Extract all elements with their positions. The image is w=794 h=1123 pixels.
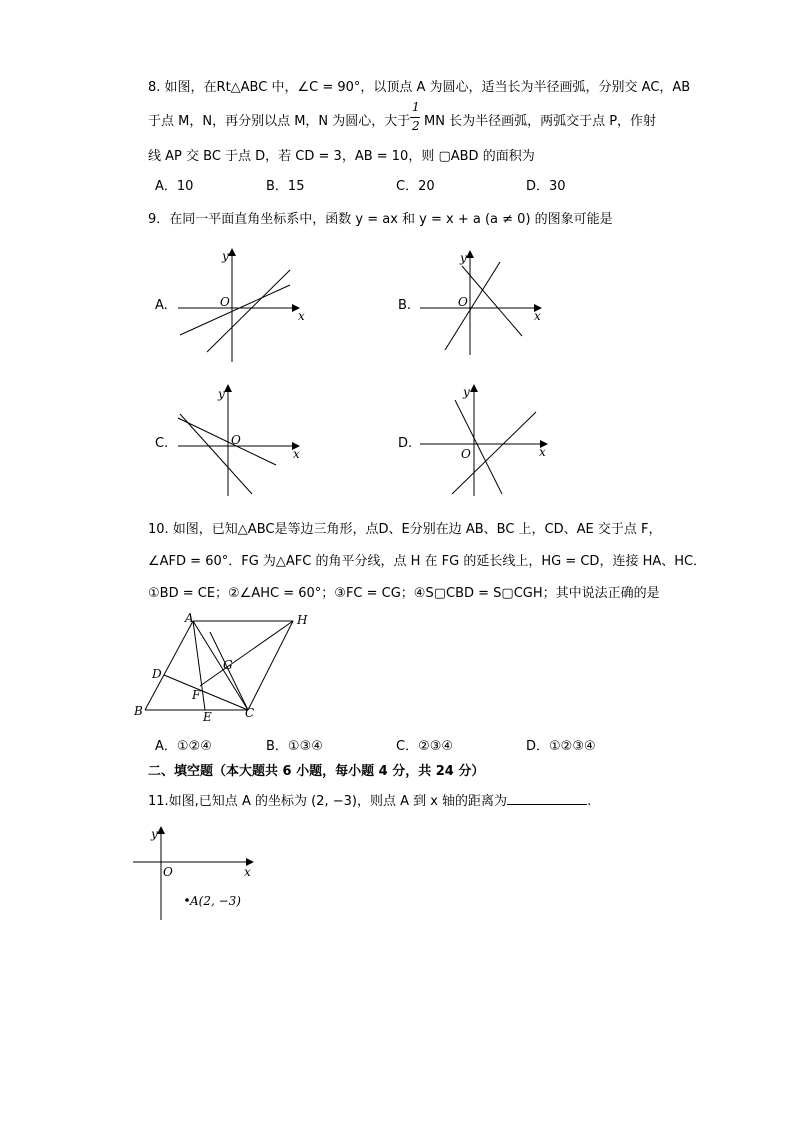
q10-option-b: B．①③④ bbox=[266, 739, 323, 754]
q8-line2-pre: 于点 M，N，再分别以点 M，N 为圆心，大于 bbox=[148, 114, 411, 129]
q10-pt-a: A bbox=[185, 611, 194, 625]
q10-pt-h: H bbox=[297, 613, 308, 627]
q9-label-d: D. bbox=[398, 436, 413, 451]
q8-option-a: A．10 bbox=[155, 179, 194, 194]
x-label-c: x bbox=[293, 447, 300, 461]
q8-option-b: B．15 bbox=[266, 179, 305, 194]
q10-option-d: D．①②③④ bbox=[526, 739, 596, 754]
line-c1 bbox=[178, 418, 276, 465]
q10-figure bbox=[133, 611, 308, 724]
origin-b: O bbox=[458, 295, 468, 309]
y-label-c: y bbox=[218, 387, 225, 401]
q9-label-c: C. bbox=[155, 436, 169, 451]
line-c2 bbox=[180, 414, 252, 494]
q8-line1: 8. 如图，在Rt△ABC 中，∠C = 90°，以顶点 A 为圆心，适当长为半径画弧，分别交 AC，AB bbox=[148, 80, 691, 95]
line-b2 bbox=[462, 266, 522, 336]
q8-line3: 线 AP 交 BC 于点 D，若 CD = 3，AB = 10，则 ▢ABD 的面积为 bbox=[148, 149, 535, 164]
q10-pt-b: B bbox=[134, 704, 143, 718]
q10-option-a: A．①②④ bbox=[155, 739, 212, 754]
x-label-d: x bbox=[539, 445, 546, 459]
q11-x-label: x bbox=[244, 865, 251, 879]
q11-stem-post: . bbox=[587, 794, 592, 809]
origin-a: O bbox=[220, 295, 230, 309]
q9-label-a: A. bbox=[155, 298, 168, 313]
q10-line2: ∠AFD = 60°．FG 为△AFC 的角平分线，点 H 在 FG 的延长线上，HG = CD，连接 HA、HC． bbox=[148, 554, 707, 569]
origin-d: O bbox=[461, 447, 471, 461]
q11-stem-pre: 11.如图,已知点 A 的坐标为 (2, −3)，则点 A 到 x 轴的距离为 bbox=[148, 794, 508, 809]
q11-point-a bbox=[185, 898, 189, 902]
q11-stem bbox=[148, 790, 591, 809]
q9-stem: 9．在同一平面直角坐标系中，函数 y = ax 和 y = x + a (a ≠ 0) 的图象可能是 bbox=[148, 212, 613, 227]
q10-option-c: C．②③④ bbox=[396, 739, 454, 754]
q10-pt-g: G bbox=[223, 658, 233, 672]
q10-pt-f: F bbox=[192, 688, 201, 702]
line-a1 bbox=[180, 285, 290, 335]
section-heading: 二、填空题（本大题共 6 小题，每小题 4 分，共 24 分） bbox=[148, 764, 485, 779]
q11-origin: O bbox=[163, 865, 173, 879]
line-b1 bbox=[445, 262, 500, 350]
q10-line1: 10. 如图，已知△ABC是等边三角形，点D、E分别在边 AB、BC 上，CD、AE 交于点 F， bbox=[148, 522, 662, 537]
q11-point-label: A(2, −3) bbox=[190, 894, 241, 908]
q10-pt-e: E bbox=[203, 710, 212, 724]
y-label-b: y bbox=[460, 251, 467, 265]
y-label-d: y bbox=[463, 385, 470, 399]
q9-label-b: B. bbox=[398, 298, 412, 313]
x-label-b: x bbox=[534, 309, 541, 323]
q11-answer-blank[interactable] bbox=[507, 792, 587, 805]
x-label-a: x bbox=[298, 309, 305, 323]
q11-y-label: y bbox=[151, 827, 158, 841]
q8-option-c: C．20 bbox=[396, 179, 435, 194]
y-label-a: y bbox=[222, 249, 229, 263]
line-a2 bbox=[207, 270, 290, 352]
origin-c: O bbox=[231, 433, 241, 447]
q8-frac-num: 1 bbox=[412, 100, 420, 114]
q10-line3: ①BD = CE；②∠AHC = 60°；③FC = CG；④S▢CBD = S▢CGH；其中说法正确的是 bbox=[148, 586, 660, 601]
q8-frac-den: 2 bbox=[412, 119, 420, 133]
q10-pt-d: D bbox=[152, 667, 162, 681]
q10-pt-c: C bbox=[245, 706, 255, 720]
q8-line2-post: MN 长为半径画弧，两弧交于点 P，作射 bbox=[424, 114, 657, 129]
q8-option-d: D．30 bbox=[526, 179, 566, 194]
